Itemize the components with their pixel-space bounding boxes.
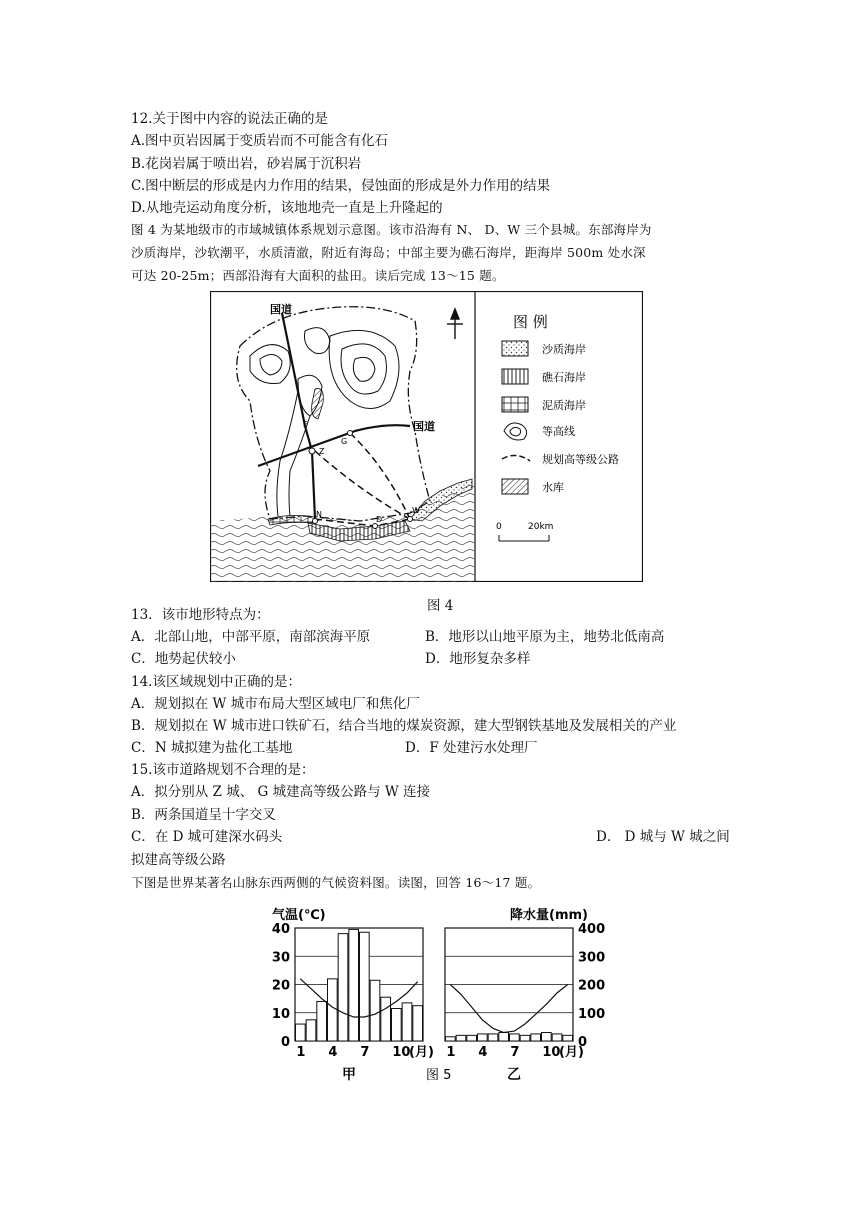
precip-axis-label: 降水量(mm)	[510, 908, 588, 923]
national-road-label-north: 国道	[270, 303, 292, 316]
legend-label-contour: 等高线	[542, 425, 575, 438]
legend-title: 图 例	[513, 313, 548, 331]
mud-coast-icon	[502, 397, 528, 412]
precip-bar	[510, 1034, 520, 1041]
q12-option-a: A.图中页岩因属于变质岩而不可能含有化石	[131, 133, 389, 149]
month-tick-right: 4	[478, 1045, 488, 1060]
temp-tick: 0	[280, 1035, 290, 1050]
town-w-label: W	[412, 506, 420, 515]
month-unit-right: (月)	[559, 1045, 584, 1060]
precip-bar	[402, 1003, 412, 1041]
precip-bar	[349, 929, 359, 1041]
town-z-label: Z	[319, 447, 325, 456]
temp-tick: 30	[271, 950, 290, 966]
town-d-label: D	[376, 515, 383, 524]
month-tick-left: 4	[328, 1045, 338, 1060]
national-road-label-east: 国道	[413, 420, 435, 433]
temp-tick: 10	[271, 1006, 290, 1022]
map-intro-line-3: 可达 20-25m；西部沿海有大面积的盐田。读后完成 13～15 题。	[131, 268, 505, 283]
precip-tick: 100	[578, 1006, 606, 1022]
precip-bar	[328, 979, 338, 1041]
precip-bar	[413, 1006, 423, 1041]
month-unit-left: (月)	[409, 1045, 434, 1060]
precip-bar	[360, 932, 370, 1041]
q13-stem: 13．该市地形特点为：	[131, 607, 270, 623]
precip-bar	[317, 1001, 327, 1041]
q15-option-c: C．在 D 城可建深水码头	[131, 829, 283, 845]
precip-bar	[478, 1034, 488, 1041]
q13-option-c: C．地势起伏较小	[131, 651, 236, 667]
precip-bar	[542, 1033, 552, 1041]
climate-charts	[262, 901, 622, 1083]
temp-tick: 20	[271, 978, 290, 994]
map-intro-line-2: 沙质海岸，沙软潮平，水质清澈，附近有海岛；中部主要为礁石海岸，距海岸 500m 处水深	[131, 245, 646, 260]
legend-label-sand: 沙质海岸	[542, 343, 586, 356]
q14-option-a: A．规划拟在 W 城市布局大型区域电厂和焦化厂	[131, 696, 420, 712]
legend-label-reservoir: 水库	[542, 481, 564, 494]
q14-option-d: D．F 处建污水处理厂	[405, 740, 538, 756]
q12-option-d: D.从地壳运动角度分析，该地地壳一直是上升隆起的	[131, 200, 443, 216]
q12-option-b: B.花岗岩属于喷出岩，砂岩属于沉积岩	[131, 156, 362, 172]
precip-tick: 300	[578, 950, 606, 966]
month-tick-right: 10	[542, 1045, 561, 1060]
precip-bar	[306, 1020, 316, 1041]
scale-distance: 20km	[528, 522, 554, 532]
q15-option-d-continuation: 拟建高等级公路	[131, 852, 226, 868]
q13-option-d: D．地形复杂多样	[425, 651, 531, 667]
town-g-label: G	[341, 437, 348, 446]
scale-zero: 0	[496, 522, 502, 532]
precip-tick: 400	[578, 922, 606, 937]
precip-bar	[488, 1034, 498, 1041]
q13-option-a: A．北部山地，中部平原，南部滨海平原	[131, 629, 371, 645]
q14-option-c: C．N 城拟建为盐化工基地	[131, 740, 293, 756]
q14-option-b: B．规划拟在 W 城市进口铁矿石，结合当地的煤炭资源，建大型钢铁基地及发展相关的产业	[131, 718, 677, 734]
precip-bar	[520, 1035, 530, 1041]
map-intro-line-1: 图 4 为某地级市的市域城镇体系规划示意图。该市沿海有 N、 D、W 三个县城。东部海岸为	[131, 222, 652, 237]
precip-bar	[381, 997, 391, 1041]
precip-bar	[531, 1034, 541, 1041]
town-n-label: N	[316, 510, 322, 519]
figure-5-caption: 图 5	[426, 1068, 452, 1083]
q13-option-b: B．地形以山地平原为主，地势北低南高	[425, 629, 665, 645]
month-tick-left: 1	[296, 1045, 306, 1060]
precip-bar	[499, 1033, 509, 1041]
q15-option-b: B．两条国道呈十字交叉	[131, 807, 276, 823]
precip-bar	[296, 1024, 306, 1041]
q12-option-c: C.图中断层的形成是内力作用的结果，侵蚀面的形成是外力作用的结果	[131, 178, 551, 194]
panel-left-label: 甲	[342, 1067, 356, 1083]
q14-stem: 14.该区域规划中正确的是：	[131, 674, 301, 690]
precip-bar	[446, 1037, 456, 1041]
precip-bar	[370, 980, 380, 1041]
town-f-label: F	[303, 420, 308, 429]
precip-bar	[552, 1034, 562, 1041]
reef-coast-icon	[502, 369, 528, 384]
precip-bar	[338, 934, 348, 1041]
q15-stem: 15.该市道路规划不合理的是：	[131, 762, 315, 778]
q12-stem: 12.关于图中内容的说法正确的是	[131, 111, 328, 127]
precip-tick: 0	[578, 1035, 588, 1050]
panel-right-label: 乙	[507, 1067, 521, 1083]
month-tick-left: 10	[392, 1045, 411, 1060]
precip-bar	[392, 1009, 402, 1041]
month-tick-right: 1	[446, 1045, 456, 1060]
figure-4-caption: 图 4	[427, 598, 454, 614]
reservoir-icon	[502, 479, 528, 494]
legend-label-mud: 泥质海岸	[542, 399, 586, 412]
precip-bar	[456, 1035, 466, 1041]
sand-coast-icon	[502, 341, 528, 356]
precip-bar	[467, 1035, 477, 1041]
q15-option-a: A．拟分别从 Z 城、 G 城建高等级公路与 W 连接	[131, 784, 431, 800]
month-tick-left: 7	[360, 1045, 370, 1060]
temp-axis-label: 气温(℃)	[272, 908, 326, 923]
legend-label-highway: 规划高等级公路	[542, 453, 619, 466]
temp-tick: 40	[271, 922, 290, 937]
precip-tick: 200	[578, 978, 606, 994]
legend-label-reef: 礁石海岸	[542, 371, 586, 384]
precip-bar	[563, 1035, 573, 1041]
regional-plan-map	[210, 291, 643, 582]
month-tick-right: 7	[510, 1045, 520, 1060]
climate-intro: 下图是世界某著名山脉东西两侧的气候资料图。读图，回答 16～17 题。	[131, 875, 541, 890]
q15-option-d: D． D 城与 W 城之间	[596, 829, 730, 845]
